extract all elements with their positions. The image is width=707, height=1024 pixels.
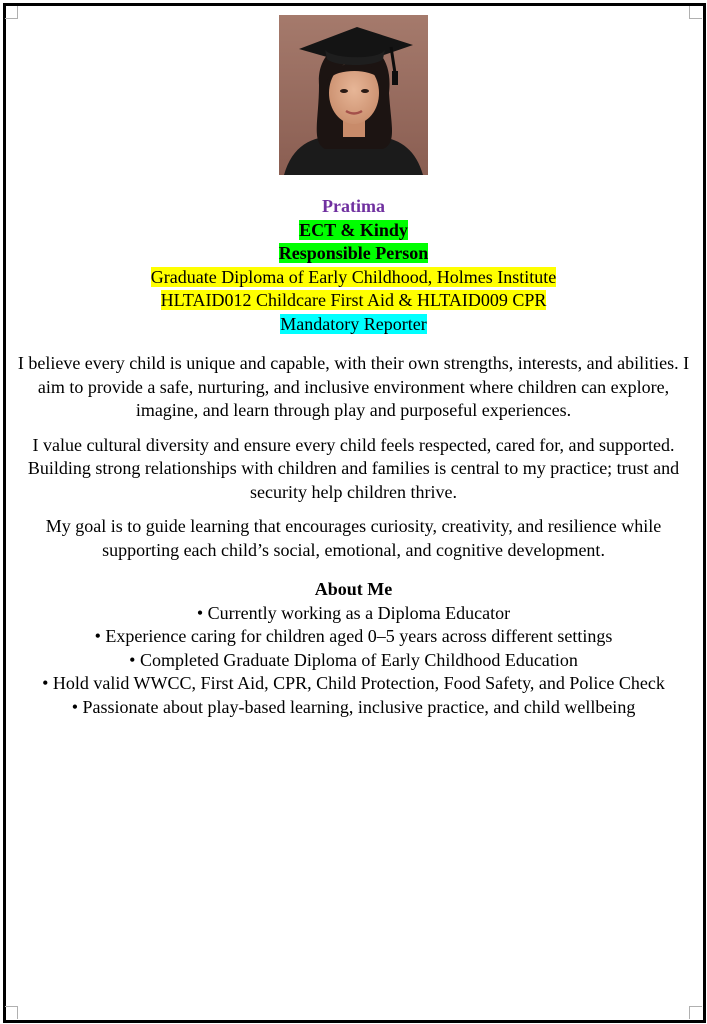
about-heading: About Me: [314, 579, 393, 599]
role-label: ECT & Kindy: [299, 219, 408, 240]
list-item: • Experience caring for children aged 0–5 years across different settings: [94, 626, 613, 646]
document-content: [14, 0, 693, 719]
person-name: Pratima: [322, 196, 385, 216]
margin-corner-mark: [5, 1006, 18, 1019]
profile-header: [14, 195, 693, 336]
values-paragraph: I value cultural diversity and ensure every child feels respected, cared for, and supported. Building strong relationships with children and families is central to my practice; trust and security help children thrive.: [27, 434, 680, 502]
title-label: Responsible Person: [278, 243, 429, 263]
about-section: [14, 578, 693, 719]
list-item: • Currently working as a Diploma Educator: [196, 602, 511, 623]
certification-text: HLTAID012 Childcare First Aid & HLTAID009 CPR: [160, 290, 547, 310]
qualification-text: Graduate Diploma of Early Childhood, Holmes Institute: [150, 266, 557, 287]
profile-photo: [279, 15, 428, 175]
reporter-text: Mandatory Reporter: [280, 313, 427, 334]
margin-corner-mark: [689, 1006, 702, 1019]
philosophy-paragraph: I believe every child is unique and capable, with their own strengths, interests, and abilities. I aim to provide a safe, nurturing, and inclusive environment where children can explore, imagine, and learn through play and purposeful experiences.: [17, 353, 690, 420]
goal-paragraph: My goal is to guide learning that encourages curiosity, creativity, and resilience while supporting each child’s social, emotional, and cognitive development.: [45, 516, 662, 560]
list-item: • Completed Graduate Diploma of Early Childhood Education: [129, 649, 578, 670]
list-item: • Hold valid WWCC, First Aid, CPR, Child Protection, Food Safety, and Police Check: [42, 673, 665, 693]
list-item: • Passionate about play-based learning, inclusive practice, and child wellbeing: [71, 696, 636, 717]
